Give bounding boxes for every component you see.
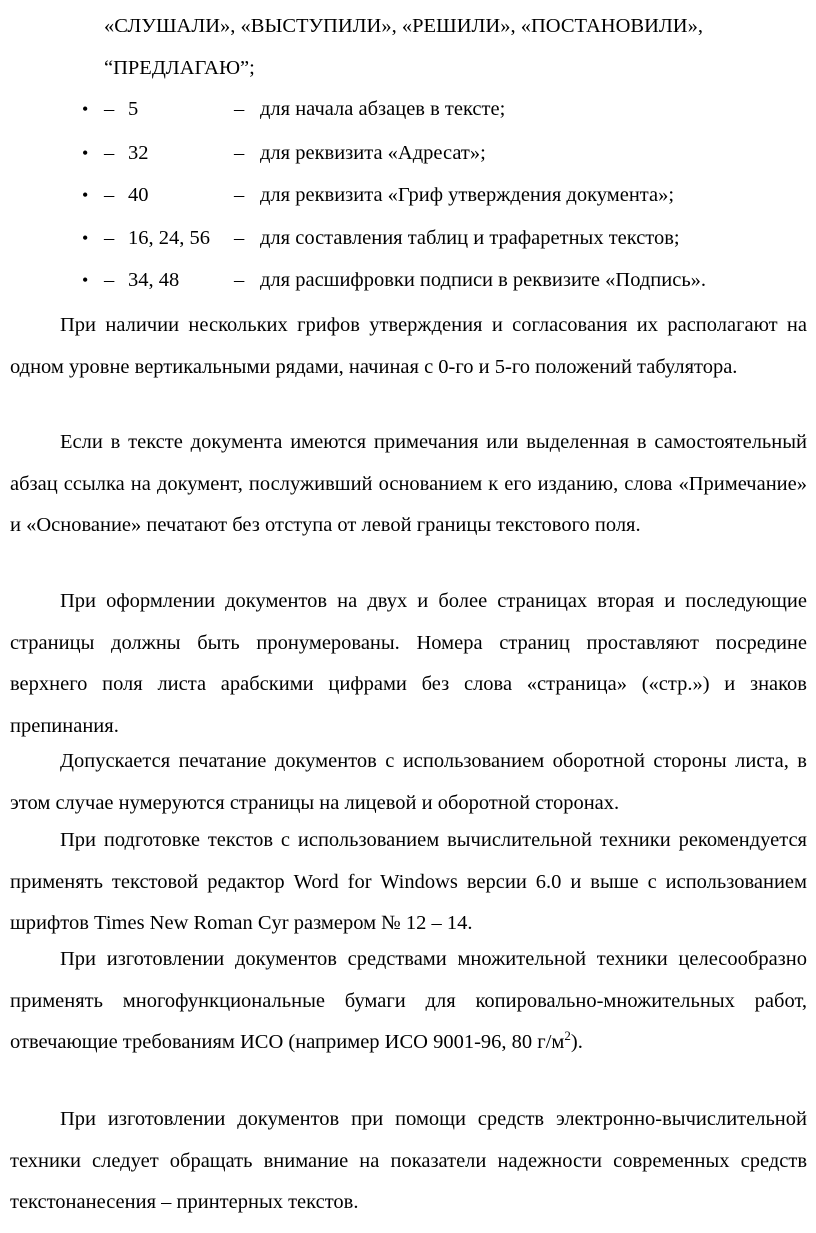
list-item-text: для расшифровки подписи в реквизите «Подпись».: [260, 269, 707, 291]
list-separator: –: [234, 142, 245, 164]
tab-position-value: 16, 24, 56: [128, 227, 210, 249]
list-separator: –: [234, 269, 245, 291]
paragraph-approval-stamps: При наличии нескольких грифов утверждения и согласования их располагают на одном уровне вертикальными рядами, начиная с 0-го и 5-го положений табулятора.: [10, 314, 807, 378]
tab-position-value: 32: [128, 142, 149, 164]
list-separator: –: [234, 98, 245, 120]
list-dash: –: [104, 98, 115, 120]
list-item: [0, 224, 816, 252]
list-dash: –: [104, 142, 115, 164]
list-item: [0, 181, 816, 209]
list-item-text: для реквизита «Адресат»;: [260, 142, 486, 164]
paragraph-double-sided: Допускается печатание документов с использованием оборотной стороны листа, в этом случае нумеруются страницы на лицевой и оборотной сторонах.: [10, 750, 807, 814]
paragraph-notes: Если в тексте документа имеются примечания или выделенная в самостоятельный абзац ссылка на документ, послуживший основанием к его изданию, слова «Примечание» и «Основание» печатают без отступа от левой границы текстового поля.: [10, 431, 807, 537]
paragraph-text-editor: При подготовке текстов с использованием вычислительной техники рекомендуется применять текстовой редактор Word for Windows версии 6.0 и выше с использованием шрифтов Times New Roman Cyr размером № 12 – 14.: [10, 829, 807, 935]
tab-position-value: 40: [128, 184, 149, 206]
paragraph-paper-text: При изготовлении документов средствами множительной техники целесообразно применять многофункциональные бумаги для копировально-множительных работ, отвечающие требованиям ИСО (например ИСО 9001-96, 80 г/м: [10, 948, 807, 1054]
tab-position-value: 34, 48: [128, 269, 180, 291]
list-item-text: для составления таблиц и трафаретных текстов;: [260, 227, 680, 249]
paragraph-paper-end: ).: [570, 1031, 583, 1054]
list-item: [0, 266, 816, 294]
bullet-icon: •: [82, 99, 89, 119]
list-item: [0, 95, 816, 123]
superscript: 2: [564, 1028, 571, 1044]
paragraph-printers: При изготовлении документов при помощи средств электронно-вычислительной техники следует обращать внимание на показатели надежности современных средств текстонанесения – принтерных текстов.: [10, 1108, 807, 1214]
list-item-text: для реквизита «Гриф утверждения документа»;: [260, 184, 675, 206]
paragraph-page-numbering: При оформлении документов на двух и более страницах вторая и последующие страницы должны быть пронумерованы. Номера страниц проставляют посредине верхнего поля листа арабскими цифрами без слова «страница» («стр.») и знаков препинания.: [10, 590, 807, 737]
list-dash: –: [104, 269, 115, 291]
intro-line-1: «СЛУШАЛИ», «ВЫСТУПИЛИ», «РЕШИЛИ», «ПОСТАНОВИЛИ»,: [104, 15, 703, 37]
paragraph-paper: [10, 939, 807, 1064]
list-separator: –: [234, 184, 245, 206]
bullet-icon: •: [82, 228, 89, 248]
list-item-text: для начала абзацев в тексте;: [260, 98, 506, 120]
list-dash: –: [104, 184, 115, 206]
bullet-icon: •: [82, 185, 89, 205]
tab-position-value: 5: [128, 98, 139, 120]
bullet-icon: •: [82, 143, 89, 163]
intro-line-2: “ПРЕДЛАГАЮ”;: [104, 57, 255, 79]
bullet-icon: •: [82, 270, 89, 290]
list-dash: –: [104, 227, 115, 249]
list-separator: –: [234, 227, 245, 249]
list-item: [0, 139, 816, 167]
